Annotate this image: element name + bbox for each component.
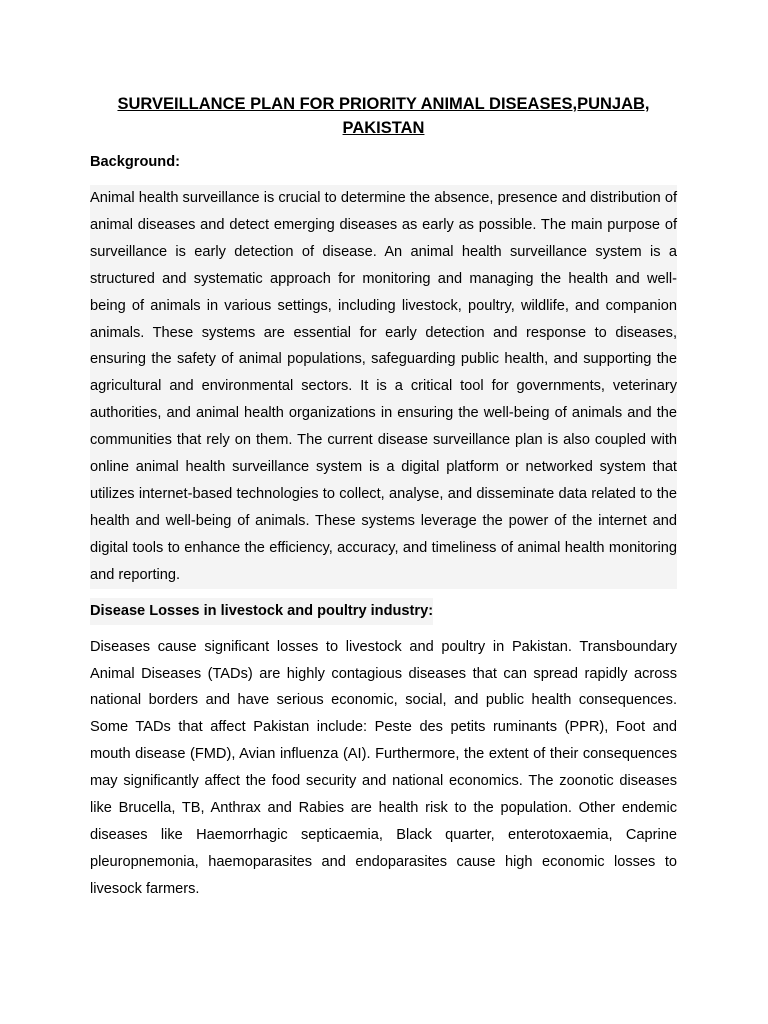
title-line-2: PAKISTAN (342, 119, 425, 137)
losses-heading: Disease Losses in livestock and poultry industry: (90, 598, 433, 625)
losses-paragraph: Diseases cause significant losses to livestock and poultry in Pakistan. Transboundary Animal Diseases (TADs) are highly contagious diseases that can spread rapidly across national borders and have serious economic, social, and public health consequences. Some TADs that affect Pakistan include: Peste des petits ruminants (PPR), Foot and mouth disease (FMD), Avian influenza (AI). Furthermore, the extent of their consequences may significantly affect the food security and national economics. The zoonotic diseases like Brucella, TB, Anthrax and Rabies are health risk to the population. Other endemic diseases like Haemorrhagic septicaemia, Black quarter, enterotoxaemia, Caprine pleuropnemonia, haemoparasites and endoparasites cause high economic losses to livesock farmers. (90, 638, 677, 897)
background-paragraph: Animal health surveillance is crucial to determine the absence, presence and distribution of animal diseases and detect emerging diseases as early as possible. The main purpose of surveillance is early detection of disease. An animal health surveillance system is a structured and systematic approach for monitoring and managing the health and well-being of animals in various settings, including livestock, poultry, wildlife, and companion animals. These systems are essential for early detection and response to diseases, ensuring the safety of animal populations, safeguarding public health, and supporting the agricultural and environmental sectors. It is a critical tool for governments, veterinary authorities, and animal health organizations in ensuring the well-being of animals and the communities that rely on them. The current disease surveillance plan is also coupled with online animal health surveillance system is a digital platform or networked system that utilizes internet-based technologies to collect, analyse, and disseminate data related to the health and well-being of animals. These systems leverage the power of the internet and digital tools to enhance the efficiency, accuracy, and timeliness of animal health monitoring and reporting. (90, 185, 677, 589)
background-heading: Background: (90, 154, 180, 170)
document-title (90, 92, 677, 140)
title-line-1: SURVEILLANCE PLAN FOR PRIORITY ANIMAL DISEASES,PUNJAB, (117, 95, 650, 113)
